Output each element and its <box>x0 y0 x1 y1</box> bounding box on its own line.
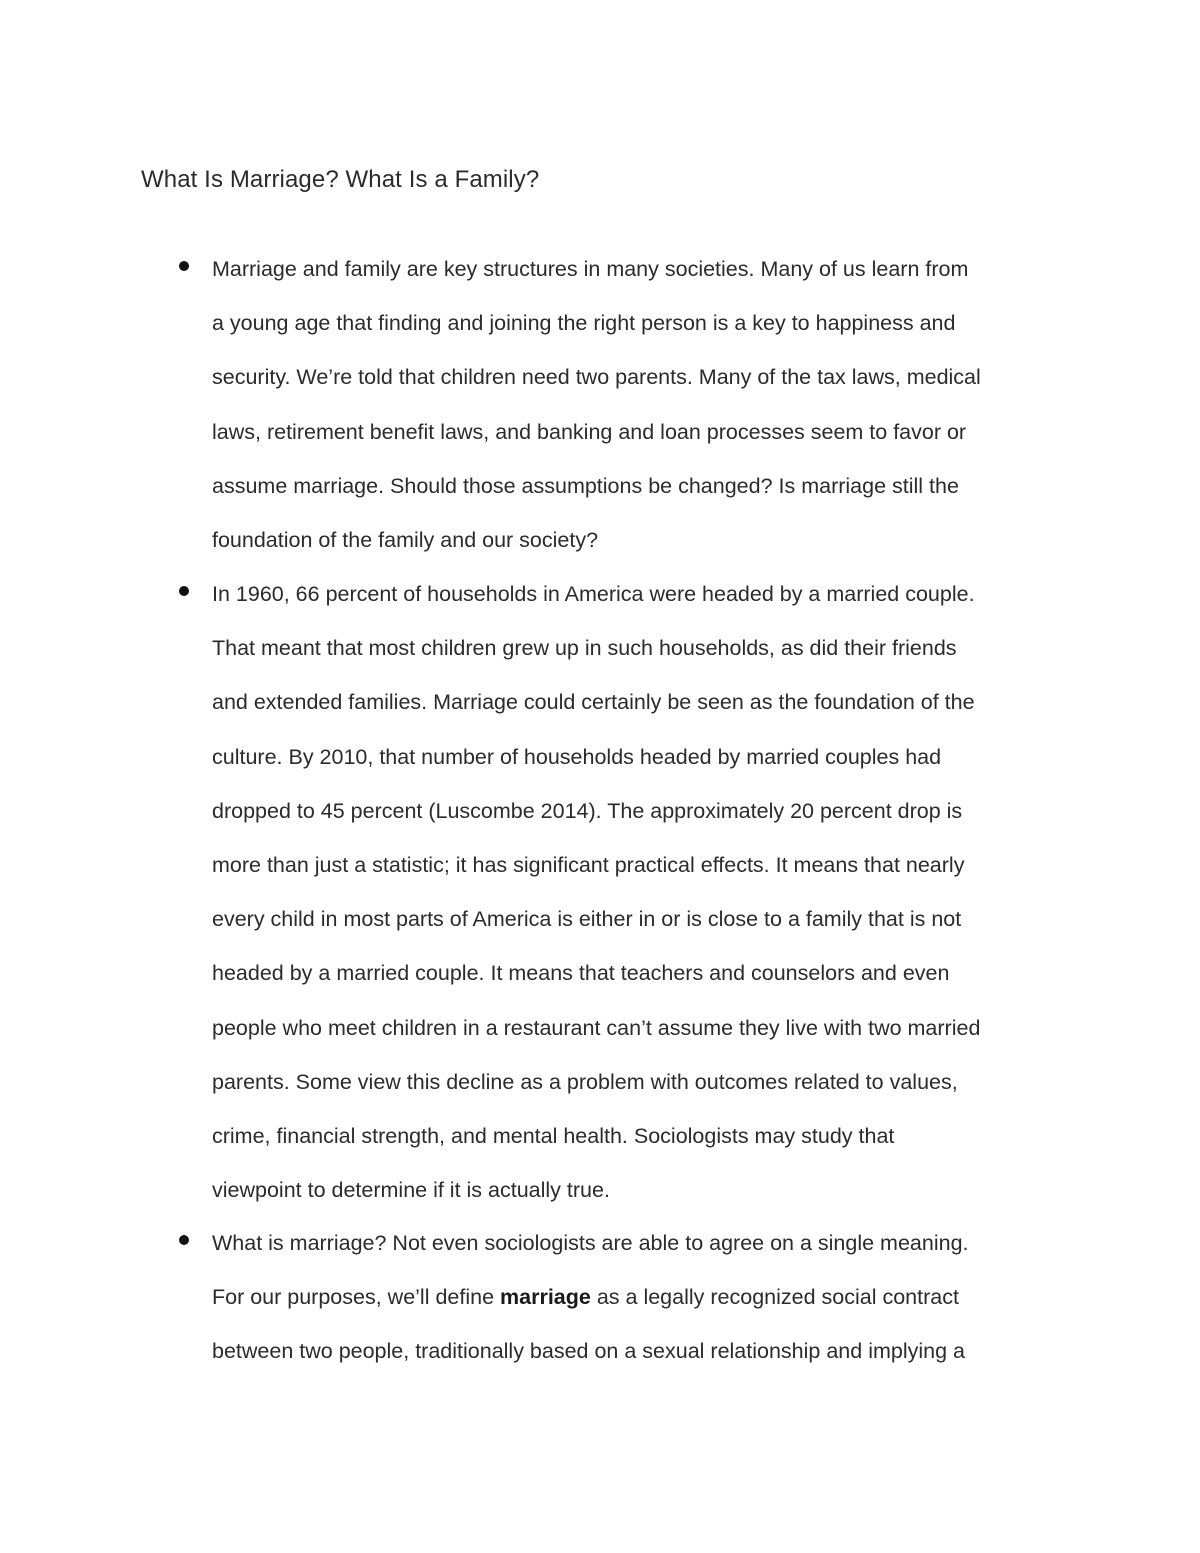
text-line: and extended families. Marriage could certainly be seen as the foundation of the <box>212 690 975 715</box>
text-line: more than just a statistic; it has significant practical effects. It means that nearly <box>212 853 965 878</box>
text-line <box>212 1270 1062 1324</box>
text-segment: For our purposes, we’ll define <box>212 1285 501 1310</box>
text-line: a young age that finding and joining the right person is a key to happiness and <box>212 311 956 336</box>
bullet-paragraph <box>212 242 1062 567</box>
defined-term-marriage: marriage <box>500 1285 591 1310</box>
text-line: crime, financial strength, and mental health. Sociologists may study that <box>212 1124 895 1149</box>
bullet-item-marriage-family-structures <box>212 242 1062 567</box>
text-line: Marriage and family are key structures in many societies. Many of us learn from <box>212 257 969 281</box>
bullet-dot-icon <box>179 1235 189 1245</box>
text-segment: as a legally recognized social contract <box>590 1285 959 1310</box>
text-line: viewpoint to determine if it is actually true. <box>212 1178 610 1203</box>
bullet-paragraph <box>212 1216 1062 1379</box>
bullet-paragraph <box>212 567 1062 1217</box>
text-line: laws, retirement benefit laws, and banking and loan processes seem to favor or <box>212 419 967 444</box>
text-line: parents. Some view this decline as a problem with outcomes related to values, <box>212 1069 958 1094</box>
document-title: What Is Marriage? What Is a Family? <box>141 166 540 193</box>
text-line: assume marriage. Should those assumptions be changed? Is marriage still the <box>212 473 959 498</box>
text-line: In 1960, 66 percent of households in America were headed by a married couple. <box>212 582 975 606</box>
text-line: headed by a married couple. It means that teachers and counselors and even <box>212 961 950 986</box>
text-line: What is marriage? Not even sociologists are able to agree on a single meaning. <box>212 1231 969 1255</box>
bullet-item-marriage-definition <box>212 1216 1062 1379</box>
text-line: culture. By 2010, that number of households headed by married couples had <box>212 744 942 769</box>
text-line: between two people, traditionally based on a sexual relationship and implying a <box>212 1339 965 1364</box>
text-line: people who meet children in a restaurant can’t assume they live with two married <box>212 1015 981 1040</box>
bullet-dot-icon <box>179 261 189 271</box>
bullet-item-household-statistics <box>212 567 1062 1217</box>
text-line: security. We’re told that children need two parents. Many of the tax laws, medical <box>212 365 981 390</box>
bullet-dot-icon <box>179 586 189 596</box>
text-line: foundation of the family and our society? <box>212 528 599 553</box>
text-line: every child in most parts of America is either in or is close to a family that is not <box>212 907 962 932</box>
text-line: That meant that most children grew up in such households, as did their friends <box>212 636 957 661</box>
text-line: dropped to 45 percent (Luscombe 2014). The approximately 20 percent drop is <box>212 798 963 823</box>
